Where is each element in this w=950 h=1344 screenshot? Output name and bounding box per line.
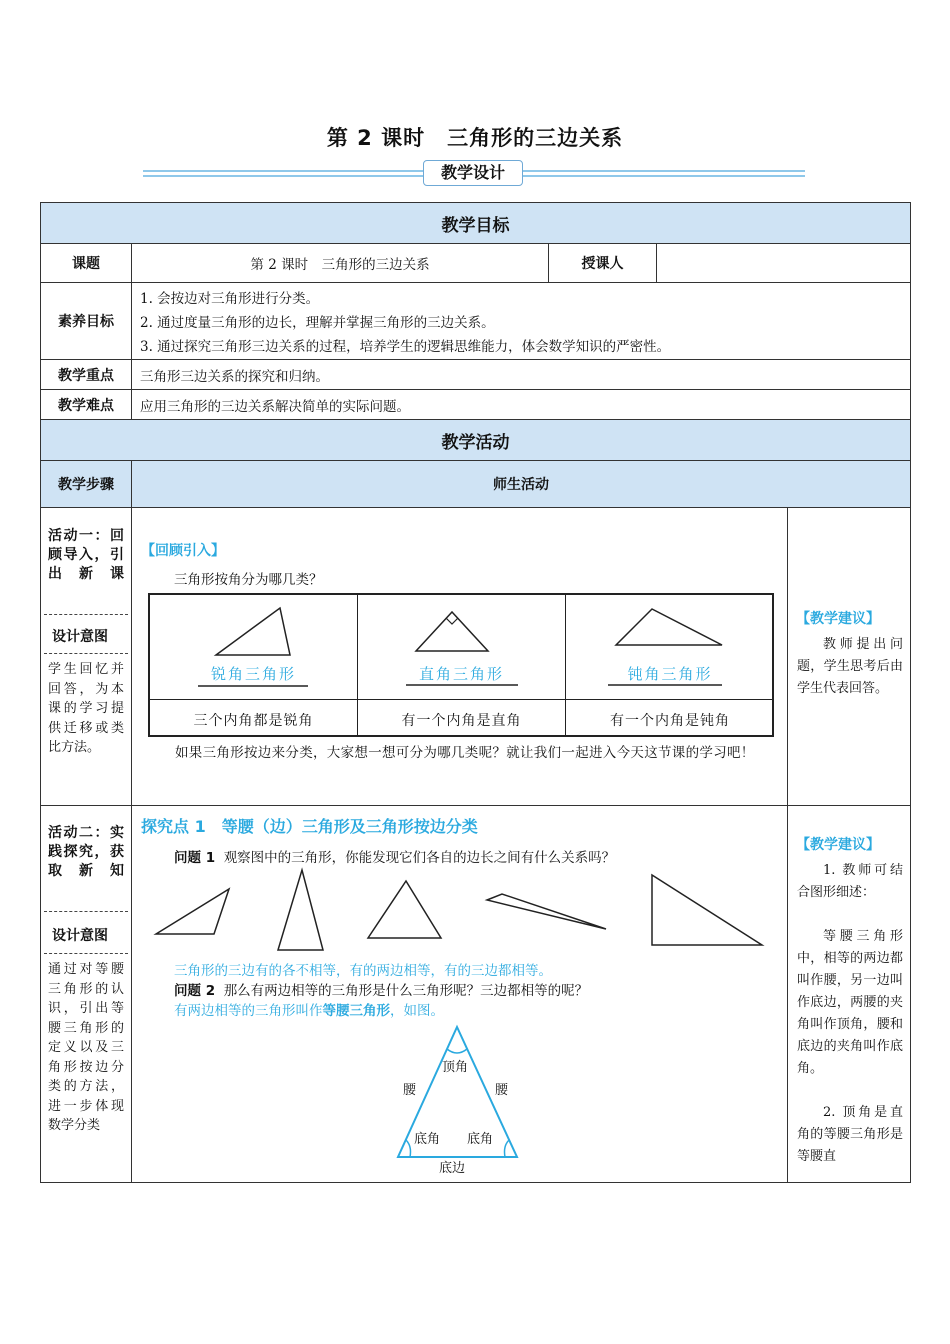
review-question: 三角形按角分为哪几类？ — [174, 572, 323, 588]
activity2-suggestion-title: 【教学建议】 — [796, 837, 880, 853]
literacy-item: 2. 通过度量三角形的边长，理解并掌握三角形的三边关系。 — [140, 315, 495, 331]
activity2-suggestion-1: 1. 教师可结合图形细述： — [797, 863, 903, 900]
literacy-label: 素养目标 — [40, 282, 132, 360]
activity2-step-title: 活动二：实践探究，获取新知 — [48, 825, 124, 879]
activity1-step-title: 活动一：回顾导入，引出新课 — [48, 528, 124, 582]
activity1-intent-text: 学生回忆并回答，为本课的学习提供迁移或类比方法。 — [48, 662, 124, 755]
banner — [143, 160, 805, 186]
answer-2-suffix: ，如图。 — [390, 1003, 444, 1019]
key-value: 三角形三边关系的探究和归纳。 — [131, 359, 911, 390]
obtuse-desc: 有一个内角是钝角 — [610, 713, 730, 729]
activity2-intent-label: 设计意图 — [52, 928, 108, 944]
teacher-value — [656, 243, 911, 283]
activity1-suggestion-title: 【教学建议】 — [796, 611, 880, 627]
literacy-goals — [131, 282, 911, 360]
goals-header: 教学目标 — [40, 202, 911, 244]
activity1-intent-label: 设计意图 — [52, 629, 108, 645]
obtuse-name: 钝角三角形 — [627, 665, 713, 683]
topic-label: 课题 — [40, 243, 132, 283]
label-base-angle-left: 底角 — [414, 1132, 441, 1147]
label-base: 底边 — [439, 1161, 466, 1176]
activity2-intent-text: 通过对等腰三角形的认识，引出等腰三角形的定义以及三角形按边分类的方法，进一步体现数学分类 — [48, 962, 124, 1133]
right-cell — [358, 595, 565, 699]
label-leg-left: 腰 — [403, 1083, 417, 1098]
question-2 — [174, 981, 588, 1001]
key-label: 教学重点 — [40, 359, 132, 390]
obtuse-cell — [566, 595, 774, 699]
teacher-student-label: 师生活动 — [131, 460, 911, 508]
five-triangles-figure — [131, 862, 788, 962]
label-apex: 顶角 — [442, 1060, 469, 1075]
explore-title: 探究点 1 等腰（边）三角形及三角形按边分类 — [141, 817, 478, 836]
right-desc: 有一个内角是直角 — [401, 713, 522, 729]
answer-1: 三角形的三边有的各不相等，有的两边相等，有的三边都相等。 — [174, 963, 552, 979]
answer-2 — [174, 1001, 444, 1021]
acute-desc: 三个内角都是锐角 — [193, 713, 314, 729]
label-base-angle-right: 底角 — [467, 1132, 494, 1147]
teacher-label: 授课人 — [548, 243, 657, 283]
page-title: 第 2 课时 三角形的三边关系 — [326, 126, 624, 150]
difficulty-value: 应用三角形的三边关系解决简单的实际问题。 — [131, 389, 911, 420]
activity2-suggestion-3: 2. 顶角是直角的等腰三角形是等腰直 — [797, 1105, 903, 1164]
activity2-suggestion-2: 等腰三角形中，相等的两边都叫作腰，另一边叫作底边，两腰的夹角叫作顶角，腰和底边的夹角叫作底角。 — [797, 929, 903, 1076]
review-closing: 如果三角形按边来分类，大家想一想可分为哪几类呢？就让我们一起进入今天这节课的学习吧！ — [175, 745, 755, 761]
answer-2-prefix: 有两边相等的三角形叫作 — [174, 1003, 323, 1019]
literacy-item: 3. 通过探究三角形三边关系的过程，培养学生的逻辑思维能力，体会数学知识的严密性。 — [140, 339, 671, 355]
acute-name: 锐角三角形 — [210, 665, 296, 683]
review-tag: 【回顾引入】 — [141, 543, 225, 559]
difficulty-label: 教学难点 — [40, 389, 132, 420]
question-2-text: 那么有两边相等的三角形是什么三角形呢？三边都相等的呢？ — [223, 983, 589, 999]
banner-tag: 教学设计 — [423, 160, 523, 186]
steps-label: 教学步骤 — [40, 460, 132, 508]
label-leg-right: 腰 — [495, 1083, 509, 1098]
topic-value: 第 2 课时 三角形的三边关系 — [131, 243, 549, 283]
answer-2-term: 等腰三角形 — [322, 1003, 390, 1019]
question-1-label: 问题 1 — [174, 850, 216, 866]
activity1-suggestion-text: 教师提出问题，学生思考后由学生代表回答。 — [797, 637, 903, 696]
question-2-label: 问题 2 — [174, 983, 216, 999]
acute-cell — [150, 595, 357, 699]
activity-header: 教学活动 — [40, 419, 911, 461]
angle-classification-table — [148, 593, 774, 737]
literacy-item: 1. 会按边对三角形进行分类。 — [140, 291, 320, 307]
right-name: 直角三角形 — [418, 665, 504, 683]
question-1-text: 观察图中的三角形，你能发现它们各自的边长之间有什么关系吗？ — [223, 850, 616, 866]
